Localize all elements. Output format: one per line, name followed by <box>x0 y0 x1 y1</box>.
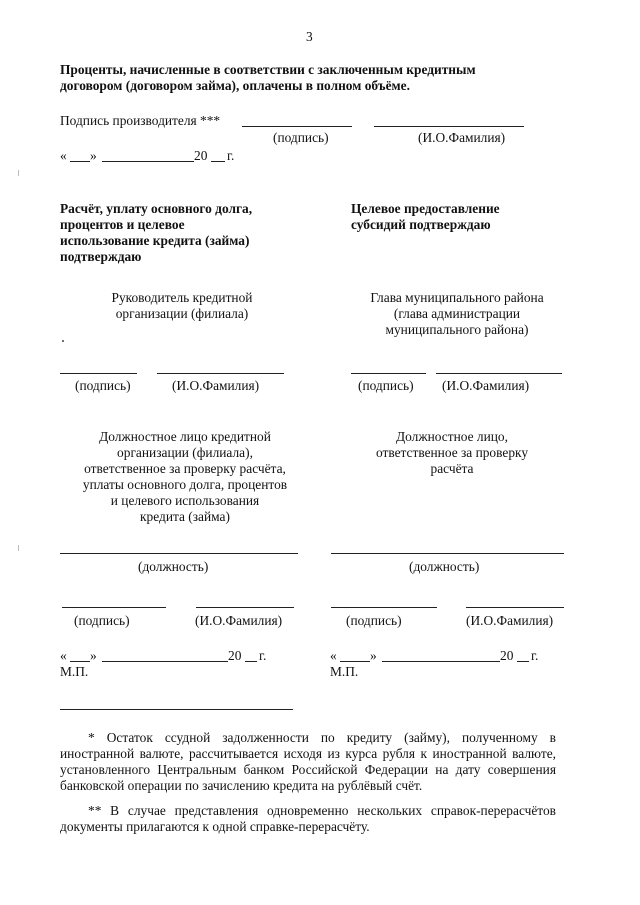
right-heading-line: субсидий подтверждаю <box>351 217 491 232</box>
bank-official-position-line <box>60 553 298 554</box>
district-stamp-label: М.П. <box>330 664 359 679</box>
bank-date-open: « <box>60 648 67 663</box>
footnote-1: * Остаток ссудной задолженности по кредиту (займу), полученному в иностранной валюте, рассчитывается исходя из курса рубля к иностранной валюте, установленного Центральным банком Российской Федерации на дату совершения банковской операции по зачислению кредита на рублёвый счёт. <box>60 730 556 793</box>
bank-head-name-line <box>157 373 284 374</box>
district-official-signature-caption: (подпись) <box>346 613 402 628</box>
bank-date-day-line <box>70 661 90 662</box>
bank-official-position-caption: (должность) <box>138 559 209 574</box>
producer-date-open: « <box>60 148 67 163</box>
producer-date-year-line <box>211 161 225 162</box>
producer-name-line <box>374 126 524 127</box>
district-date-day-line <box>340 661 370 662</box>
left-heading <box>60 201 300 265</box>
left-heading-line: подтверждаю <box>60 249 142 264</box>
district-head-title-line: Глава муниципального района <box>370 290 544 305</box>
district-date-open: « <box>330 648 337 663</box>
bank-official-title <box>55 429 315 525</box>
bank-official-title-line: уплаты основного долга, процентов <box>82 477 288 492</box>
producer-date-year: 20 <box>194 148 208 163</box>
bank-official-title-line: кредита (займа) <box>140 509 230 524</box>
district-head-signature-caption: (подпись) <box>358 378 414 393</box>
bank-head-title-line: организации (филиала) <box>115 306 249 321</box>
stray-mark <box>62 340 64 342</box>
bank-stamp-label: М.П. <box>60 664 89 679</box>
producer-signature-line <box>242 126 352 127</box>
bank-head-name-caption: (И.О.Фамилия) <box>172 378 260 393</box>
margin-mark <box>18 545 19 551</box>
left-heading-line: использование кредита (займа) <box>60 233 250 248</box>
district-head-signature-line <box>351 373 426 374</box>
district-official-title-line: расчёта <box>430 461 474 476</box>
interest-statement-line2: договором (договором займа), оплачены в полном объёме. <box>60 78 410 93</box>
district-date-close: » <box>370 648 377 663</box>
district-head-title-line: муниципального района) <box>385 322 529 337</box>
bank-date-year: 20 <box>228 648 242 663</box>
district-official-name-line <box>466 607 564 608</box>
bank-date-year-line <box>245 661 257 662</box>
bank-date-month-line <box>102 661 228 662</box>
bank-date-close: » <box>90 648 97 663</box>
district-date-month-line <box>382 661 500 662</box>
bank-official-title-line: и целевого использования <box>110 493 260 508</box>
margin-mark <box>18 170 19 176</box>
producer-date-suffix: г. <box>227 148 235 163</box>
district-head-name-caption: (И.О.Фамилия) <box>442 378 530 393</box>
page-number: 3 <box>306 29 313 44</box>
bank-official-signature-caption: (подпись) <box>74 613 130 628</box>
district-official-title-line: ответственное за проверку <box>375 445 529 460</box>
bank-official-name-line <box>196 607 294 608</box>
right-heading <box>351 201 591 233</box>
bank-head-signature-caption: (подпись) <box>75 378 131 393</box>
district-official-name-caption: (И.О.Фамилия) <box>466 613 554 628</box>
district-official-position-line <box>331 553 564 554</box>
district-date-suffix: г. <box>531 648 539 663</box>
district-official-title <box>322 429 582 477</box>
district-official-title-line: Должностное лицо, <box>396 429 508 444</box>
footnote-separator <box>60 709 293 710</box>
district-head-title-line: (глава администрации <box>393 306 521 321</box>
bank-official-title-line: ответственное за проверку расчёта, <box>84 461 286 476</box>
producer-date-month-line <box>102 161 194 162</box>
bank-official-name-caption: (И.О.Фамилия) <box>195 613 283 628</box>
district-date-year-line <box>517 661 529 662</box>
footnote-2: ** В случае представления одновременно нескольких справок-перерасчётов документы прилагаются к одной справке-перерасчёту. <box>60 803 556 834</box>
bank-date-suffix: г. <box>259 648 267 663</box>
bank-official-title-line: Должностное лицо кредитной <box>99 429 271 444</box>
bank-official-signature-line <box>62 607 166 608</box>
bank-head-title <box>62 290 302 322</box>
bank-head-signature-line <box>60 373 137 374</box>
producer-date-day-line <box>70 161 90 162</box>
left-heading-line: Расчёт, уплату основного долга, <box>60 201 253 216</box>
producer-date-close: » <box>90 148 97 163</box>
producer-signature-label: Подпись производителя *** <box>60 113 221 128</box>
district-date-year: 20 <box>500 648 514 663</box>
bank-official-title-line: организации (филиала), <box>117 445 253 460</box>
district-head-name-line <box>436 373 562 374</box>
bank-head-title-line: Руководитель кредитной <box>111 290 253 305</box>
right-heading-line: Целевое предоставление <box>351 201 500 216</box>
district-head-title <box>332 290 582 338</box>
producer-signature-caption: (подпись) <box>273 130 329 145</box>
producer-name-caption: (И.О.Фамилия) <box>418 130 506 145</box>
left-heading-line: процентов и целевое <box>60 217 185 232</box>
district-official-position-caption: (должность) <box>409 559 480 574</box>
district-official-signature-line <box>331 607 437 608</box>
interest-statement-line1: Проценты, начисленные в соответствии с заключенным кредитным <box>60 62 476 77</box>
